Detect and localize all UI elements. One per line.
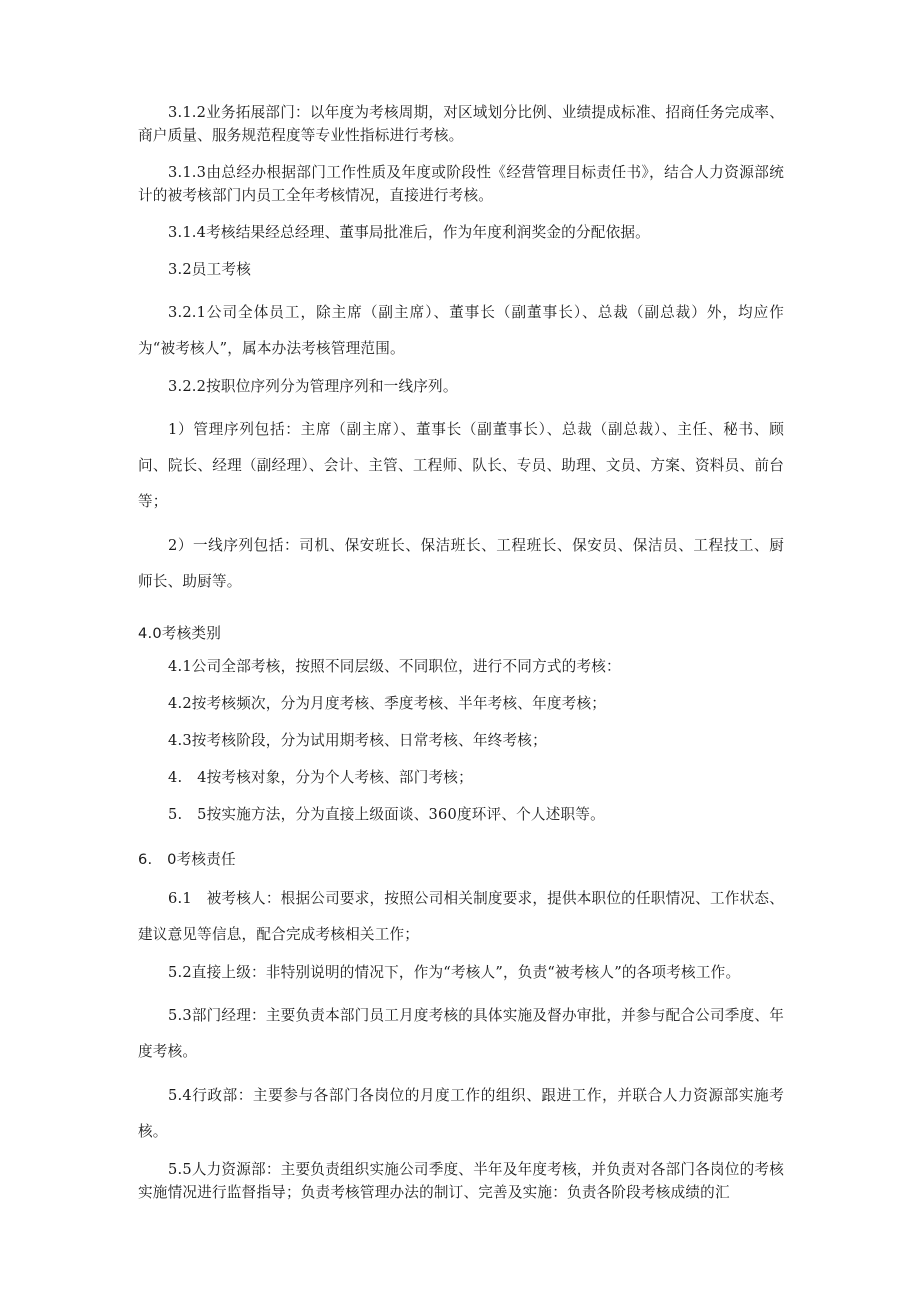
paragraph-5-5: 5.5人力资源部：主要负责组织实施公司季度、半年及年度考核，并负责对各部门各岗位的考核实施情况进行监督指导；负责考核管理办法的制订、完善及实施：负责各阶段考核成绩的汇 bbox=[138, 1161, 784, 1201]
section-heading-4-0: 4.0考核类别 bbox=[138, 625, 221, 642]
paragraph-3-2-1: 3.2.1公司全体员工，除主席（副主席）、董事长（副董事长）、总裁（副总裁）外，均应作为“被考核人”，属本办法考核管理范围。 bbox=[138, 304, 784, 357]
document-body bbox=[138, 101, 784, 1218]
list-item-management-sequence: 1）管理序列包括：主席（副主席）、董事长（副董事长）、总裁（副总裁）、主任、秘书、顾问、院长、经理（副经理）、会计、主管、工程师、队长、专员、助理、文员、方案、资料员、前台等； bbox=[138, 421, 784, 510]
paragraph-6-1: 6.1 被考核人：根据公司要求，按照公司相关制度要求，提供本职位的任职情况、工作状态、建议意见等信息，配合完成考核相关工作； bbox=[138, 890, 784, 943]
paragraph-5-2: 5.2直接上级：非特别说明的情况下，作为“考核人”，负责“被考核人”的各项考核工作。 bbox=[168, 964, 741, 981]
paragraph-3-1-3: 3.1.3由总经办根据部门工作性质及年度或阶段性《经营管理目标责任书》，结合人力资源部统计的被考核部门内员工全年考核情况，直接进行考核。 bbox=[138, 164, 784, 204]
paragraph-3-1-4: 3.1.4考核结果经总经理、董事局批准后，作为年度利润奖金的分配依据。 bbox=[168, 224, 650, 241]
section-heading-3-2: 3.2员工考核 bbox=[168, 261, 251, 278]
paragraph-4-3: 4.3按考核阶段，分为试用期考核、日常考核、年终考核； bbox=[168, 732, 547, 749]
paragraph-4-4: 4. 4按考核对象，分为个人考核、部门考核； bbox=[168, 769, 473, 786]
paragraph-3-1-2: 3.1.2业务拓展部门：以年度为考核周期，对区域划分比例、业绩提成标准、招商任务完成率、商户质量、服务规范程度等专业性指标进行考核。 bbox=[138, 104, 784, 144]
paragraph-4-2: 4.2按考核频次，分为月度考核、季度考核、半年考核、年度考核； bbox=[168, 695, 607, 712]
paragraph-4-5: 5. 5按实施方法，分为直接上级面谈、360度环评、个人述职等。 bbox=[168, 806, 605, 823]
paragraph-4-1: 4.1公司全部考核，按照不同层级、不同职位，进行不同方式的考核： bbox=[168, 658, 621, 675]
paragraph-5-3: 5.3部门经理：主要负责本部门员工月度考核的具体实施及督办审批，并参与配合公司季度、年度考核。 bbox=[138, 1007, 784, 1060]
paragraph-5-4: 5.4行政部：主要参与各部门各岗位的月度工作的组织、跟进工作，并联合人力资源部实施考核。 bbox=[138, 1087, 784, 1140]
list-item-frontline-sequence: 2）一线序列包括：司机、保安班长、保洁班长、工程班长、保安员、保洁员、工程技工、厨师长、助厨等。 bbox=[138, 537, 784, 590]
section-heading-6-0: 6. 0考核责任 bbox=[138, 851, 236, 868]
paragraph-3-2-2: 3.2.2按职位序列分为管理序列和一线序列。 bbox=[168, 378, 458, 395]
